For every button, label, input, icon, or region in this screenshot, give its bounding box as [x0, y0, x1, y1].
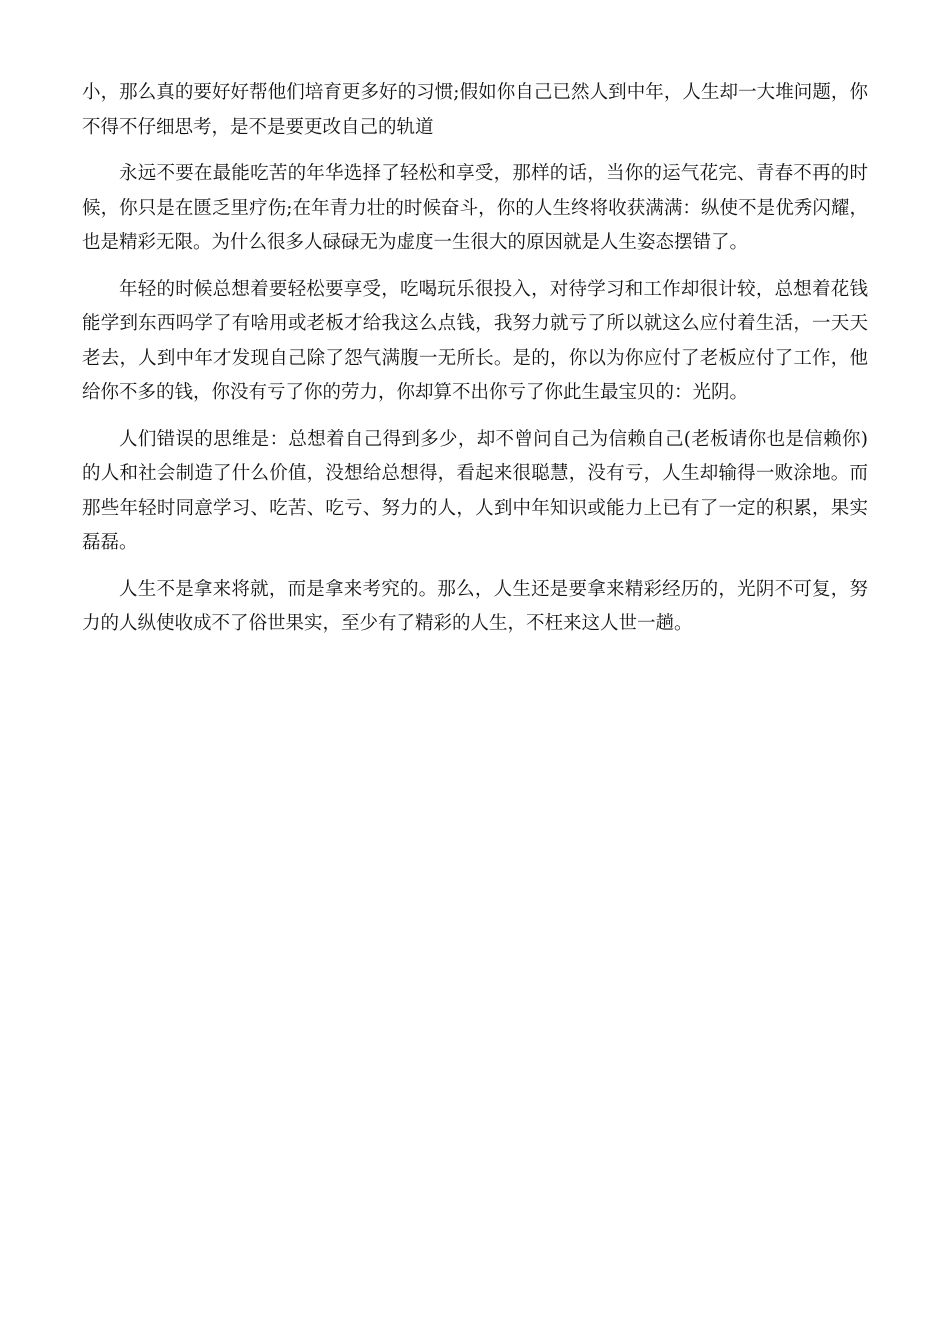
paragraph-2: 永远不要在最能吃苦的年华选择了轻松和享受，那样的话，当你的运气花完、青春不再的时候，你只是在匮乏里疗伤;在年青力壮的时候奋斗，你的人生终将收获满满：纵使不是优秀闪耀，也是精彩无限。为什么很多人碌碌无为虚度一生很大的原因就是人生姿态摆错了。: [82, 163, 868, 253]
paragraph-3: 年轻的时候总想着要轻松要享受，吃喝玩乐很投入，对待学习和工作却很计较，总想着花钱能学到东西吗学了有啥用或老板才给我这么点钱，我努力就亏了所以就这么应付着生活，一天天老去，人到中年才发现自己除了怨气满腹一无所长。是的，你以为你应付了老板应付了工作，他给你不多的钱，你没有亏了你的劳力，你却算不出你亏了你此生最宝贝的：光阴。: [82, 278, 868, 403]
paragraph-5: 人生不是拿来将就，而是拿来考究的。那么，人生还是要拿来精彩经历的，光阴不可复，努力的人纵使收成不了俗世果实，至少有了精彩的人生，不枉来这人世一趟。: [82, 578, 868, 634]
paragraph-1-continuation: 小，那么真的要好好帮他们培育更多好的习惯;假如你自己已然人到中年，人生却一大堆问题，你不得不仔细思考，是不是要更改自己的轨道: [82, 82, 868, 138]
document-body: [82, 76, 868, 654]
paragraph-4: 人们错误的思维是：总想着自己得到多少，却不曾问自己为信赖自己(老板请你也是信赖你)的人和社会制造了什么价值，没想给总想得，看起来很聪慧，没有亏，人生却输得一败涂地。而那些年轻时同意学习、吃苦、吃亏、努力的人，人到中年知识或能力上已有了一定的积累，果实磊磊。: [82, 428, 868, 553]
